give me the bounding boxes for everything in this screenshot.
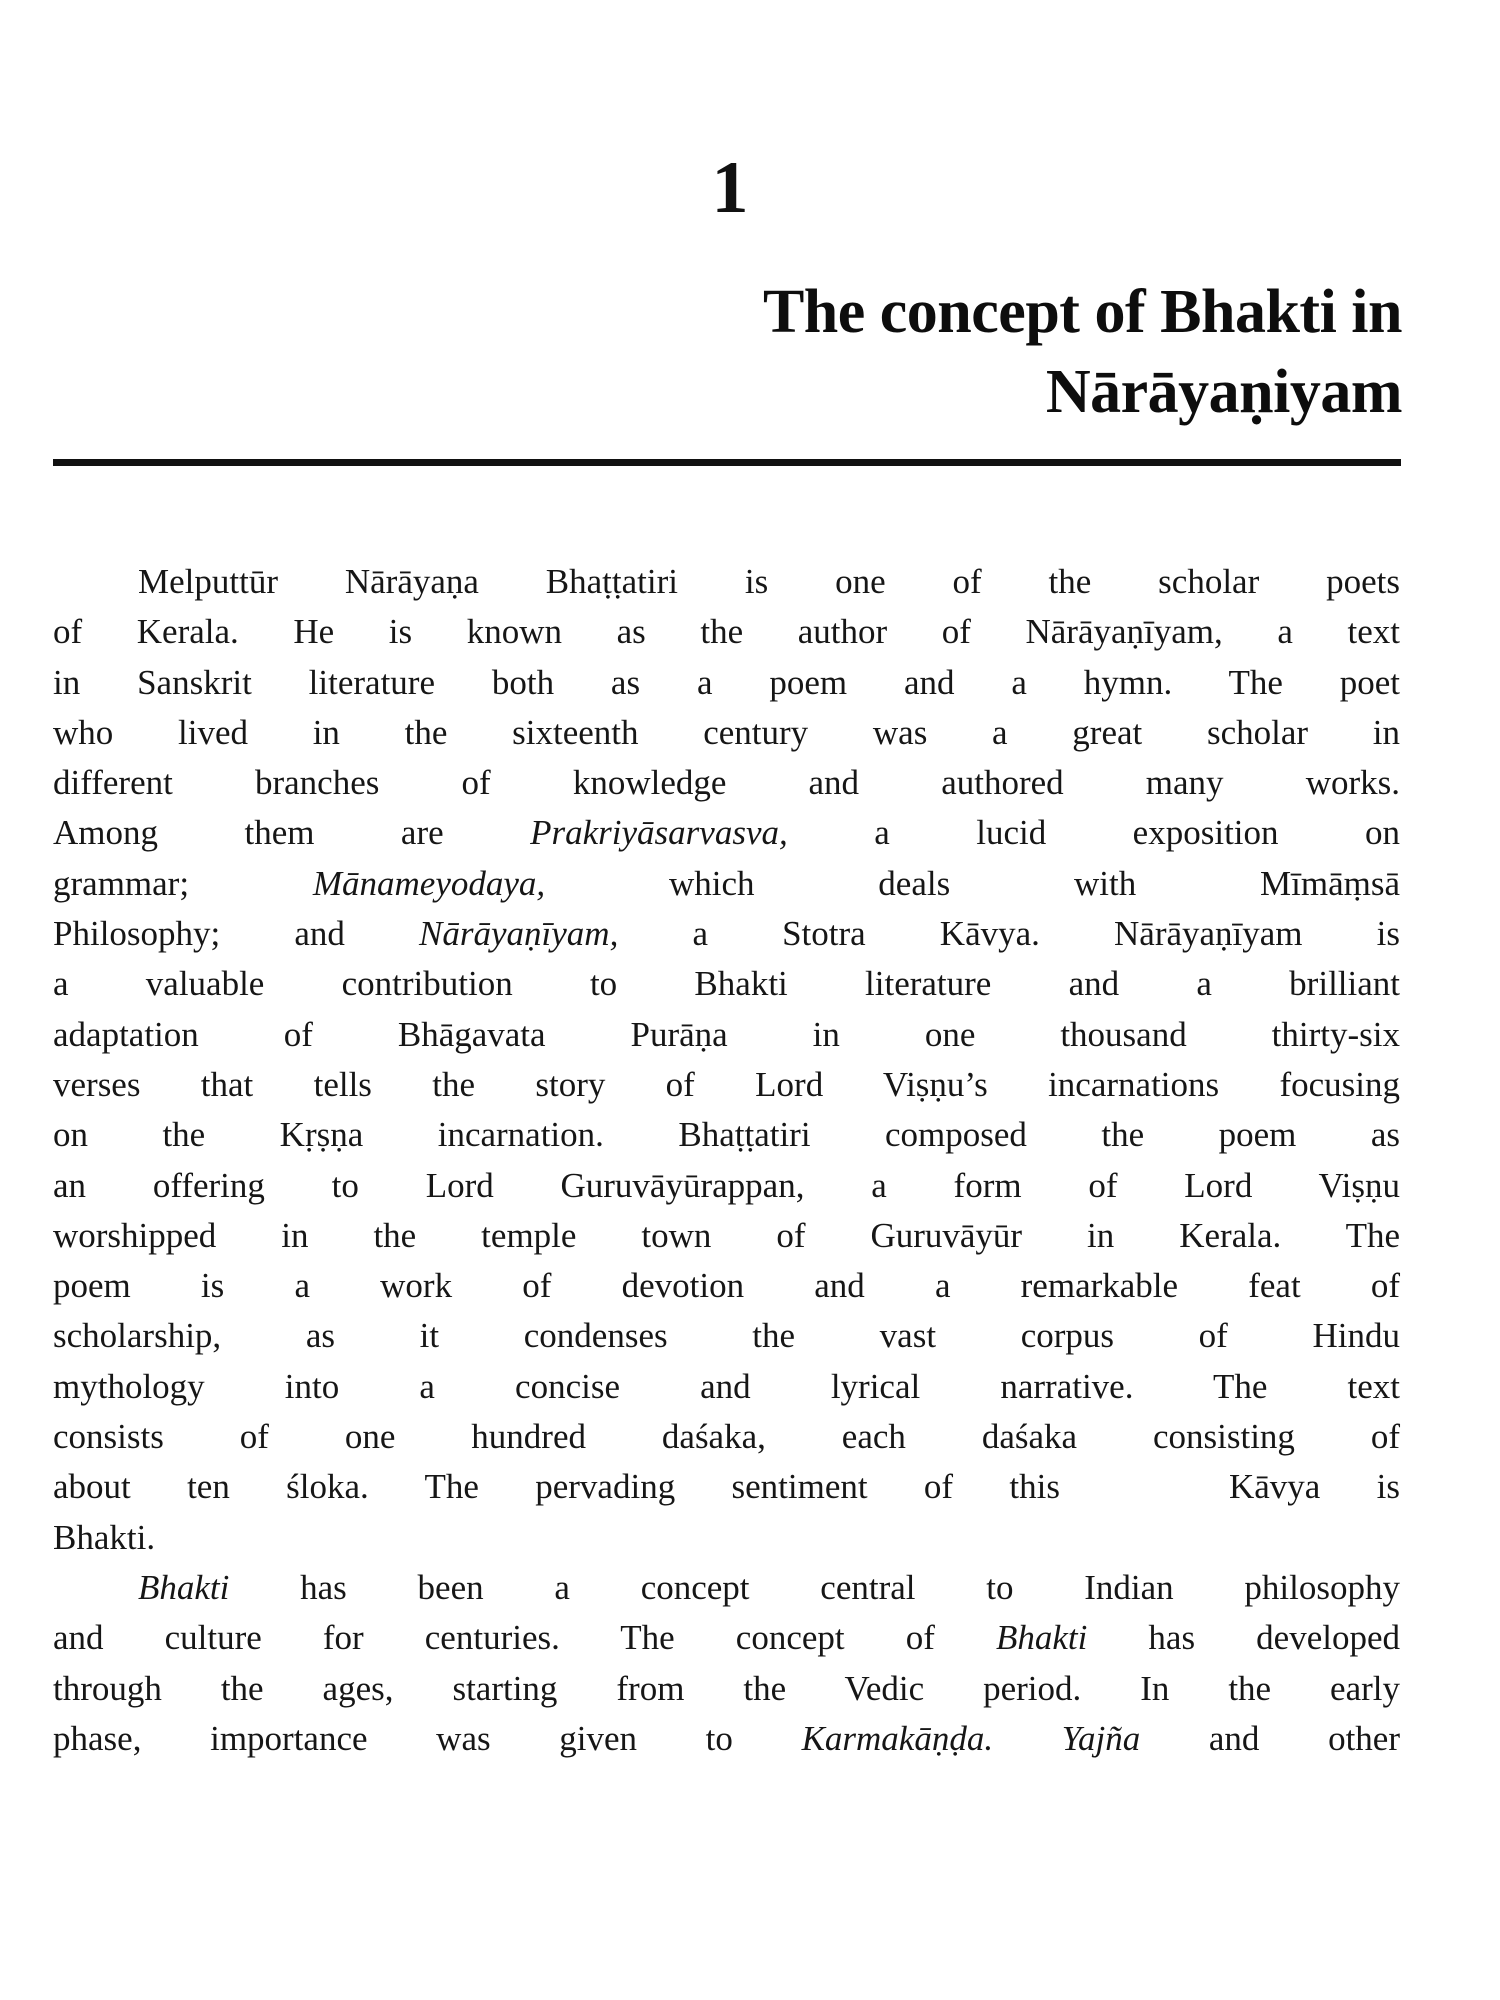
text-run: which deals with Mīmāṃsā <box>545 863 1400 903</box>
paragraph-1-line-16 <box>53 1311 1400 1361</box>
paragraph-2-line-4 <box>53 1714 1400 1764</box>
paragraph-1-line-3 <box>53 658 1400 708</box>
chapter-title <box>302 272 1402 432</box>
paragraph-1-line-19 <box>53 1462 1400 1512</box>
text-run: phase, importance was given to <box>53 1718 802 1758</box>
paragraph-1-line-6 <box>53 808 1400 858</box>
paragraph-1-line-2 <box>53 607 1400 657</box>
text-run: of Kerala. He is known as the author of Nārāyaṇīyam, a text <box>53 612 1400 652</box>
text-run: different branches of knowledge and authored many works. <box>53 763 1400 803</box>
paragraph-1-line-1 <box>53 557 1400 607</box>
paragraph-2-line-3 <box>53 1664 1400 1714</box>
paragraph-1-line-10 <box>53 1010 1400 1060</box>
text-run: Melputtūr Nārāyaṇa Bhaṭṭatiri is one of the scholar poets <box>138 562 1400 601</box>
italic-title-narayaniyam: Nārāyaṇīyam, <box>419 914 619 954</box>
text-run: on the Kṛṣṇa incarnation. Bhaṭṭatiri composed the poem as <box>53 1115 1400 1155</box>
paragraph-1-line-20 <box>53 1513 1400 1563</box>
title-rule-divider <box>53 459 1401 466</box>
text-run: has developed <box>1087 1618 1400 1658</box>
text-run: an offering to Lord Guruvāyūrappan, a form of Lord Viṣṇu <box>53 1165 1400 1205</box>
paragraph-1-line-7 <box>53 859 1400 909</box>
text-run: through the ages, starting from the Vedic period. In the early <box>53 1668 1400 1708</box>
paragraph-1-line-14 <box>53 1211 1400 1261</box>
text-run: Among them are <box>53 813 531 853</box>
text-run: a lucid exposition on <box>787 813 1400 853</box>
paragraph-1-line-17 <box>53 1362 1400 1412</box>
italic-title-prakriyasarvasva: Prakriyāsarvasva, <box>530 813 788 853</box>
italic-title-manameyodaya: Mānameyodaya, <box>312 863 546 903</box>
italic-term-bhakti: Bhakti <box>995 1618 1088 1658</box>
body-text <box>53 557 1400 1764</box>
text-run: who lived in the sixteenth century was a great scholar in <box>53 712 1400 752</box>
text-run: scholarship, as it condenses the vast corpus of Hindu <box>53 1316 1400 1356</box>
italic-term-karmakanda: Karmakāṇḍa. <box>801 1718 994 1758</box>
italic-term-bhakti: Bhakti <box>138 1567 230 1607</box>
text-run: consists of one hundred daśaka, each daśaka consisting of <box>53 1417 1400 1457</box>
chapter-title-line-2: Nārāyaṇiyam <box>1045 358 1402 426</box>
text-run: mythology into a concise and lyrical narrative. The text <box>53 1366 1400 1406</box>
paragraph-1-line-9 <box>53 959 1400 1009</box>
text-run: verses that tells the story of Lord Viṣṇu’s incarnations focusing <box>53 1064 1400 1104</box>
text-run: a Stotra Kāvya. Nārāyaṇīyam is <box>618 914 1400 954</box>
paragraph-1-line-12 <box>53 1110 1400 1160</box>
text-run: adaptation of Bhāgavata Purāṇa in one thousand thirty-six <box>53 1014 1400 1054</box>
text-run: about ten śloka. The pervading sentiment of this Kāvya is <box>53 1467 1400 1507</box>
text-run: poem is a work of devotion and a remarkable feat of <box>53 1266 1400 1306</box>
paragraph-1-line-13 <box>53 1161 1400 1211</box>
paragraph-1-line-8 <box>53 909 1400 959</box>
text-run: worshipped in the temple town of Guruvāyūr in Kerala. The <box>53 1215 1400 1255</box>
chapter-title-line-1: The concept of Bhakti in <box>762 278 1402 346</box>
text-run: Bhakti. <box>53 1517 156 1557</box>
paragraph-1-line-4 <box>53 708 1400 758</box>
text-run: grammar; <box>53 863 313 903</box>
paragraph-1-line-15 <box>53 1261 1400 1311</box>
paragraph-1-line-18 <box>53 1412 1400 1462</box>
paragraph-1-line-5 <box>53 758 1400 808</box>
text-run: and other <box>1140 1718 1400 1758</box>
chapter-number: 1 <box>711 147 749 229</box>
text-run: Philosophy; and <box>53 914 420 954</box>
text-run: and culture for centuries. The concept of <box>53 1618 996 1658</box>
italic-term-yajna: Yajña <box>1061 1718 1141 1758</box>
text-run: in Sanskrit literature both as a poem and a hymn. The poet <box>53 662 1400 702</box>
text-run: has been a concept central to Indian philosophy <box>229 1567 1400 1607</box>
paragraph-2-line-1 <box>53 1563 1400 1613</box>
text-run <box>993 1719 1062 1758</box>
text-run: a valuable contribution to Bhakti literature and a brilliant <box>53 964 1400 1004</box>
paragraph-1-line-11 <box>53 1060 1400 1110</box>
paragraph-2-line-2 <box>53 1613 1400 1663</box>
